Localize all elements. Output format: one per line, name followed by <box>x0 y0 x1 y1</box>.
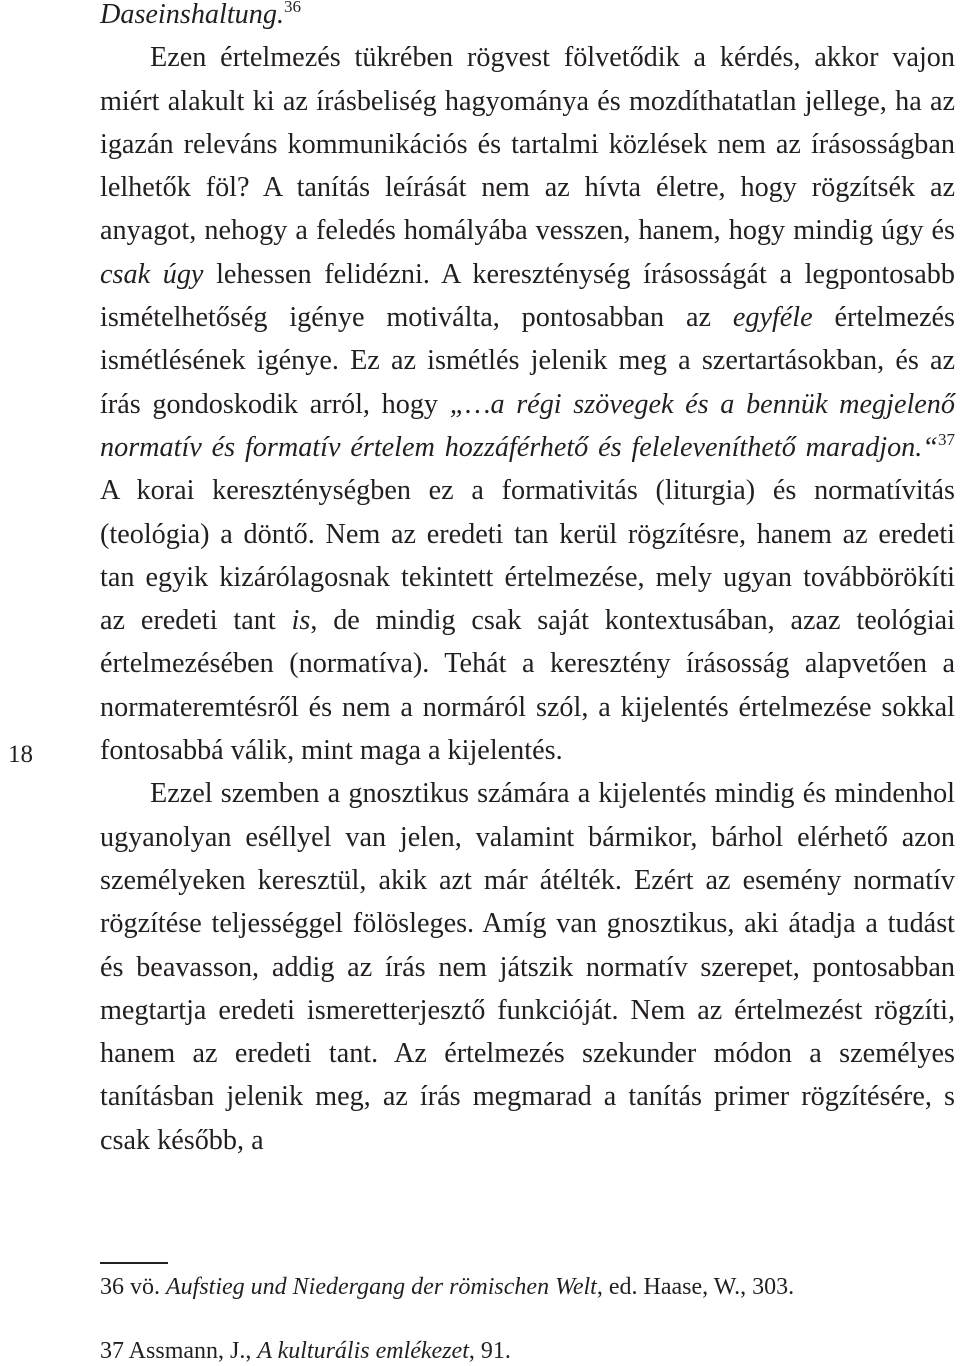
paragraph-3 <box>100 772 955 1162</box>
paragraph-2-text-3: értelmezés ismétlésének igénye. Ez az ismétlés jelenik meg a szertartásokban, és az írás gondoskodik arról, hogy <box>100 302 955 420</box>
footnote-36 <box>100 1273 794 1301</box>
paragraph-1-text: Daseinshaltung. <box>100 0 285 30</box>
footnote-ref-37: 37 <box>938 429 955 449</box>
paragraph-2-text-2: lehessen felidézni. A kereszténység írásosságát a legpontosabb ismételhetőség igénye motiválta, pontosabban az <box>100 258 955 334</box>
footnote-36-title: Aufstieg und Niedergang der römischen Welt <box>166 1274 597 1300</box>
paragraph-2-text-4: A korai kereszténységben ez a formativitás (liturgia) és normatívitás (teológia) a döntő. Nem az eredeti tan kerül rögzítésre, hanem az eredeti tan egyik kizárólagosnak tekintett értelmezése, mely ugyan továbbörökíti az eredeti tant <box>100 475 955 637</box>
paragraph-2-text-5: , de mindig csak saját kontextusában, azaz teológiai értelmezésében (normatíva). Tehát a keresztény írásosság alapvetően a normateremtésről és nem a normáról szól, a kijelentés értelmezése sokkal fontosabbá válik, mint maga a kijelentés. <box>100 605 955 767</box>
footnote-divider <box>100 1262 168 1264</box>
paragraph-2-emphasis-3: is <box>291 605 311 637</box>
footnote-36-suffix: , ed. Haase, W., 303. <box>596 1274 795 1300</box>
footnote-37-prefix: 37 Assmann, J., <box>100 1338 258 1364</box>
footnote-37-suffix: , 91. <box>468 1338 511 1364</box>
footnote-36-prefix: 36 vö. <box>100 1274 166 1300</box>
paragraph-2-emphasis-1: csak úgy <box>100 258 204 290</box>
page-number: 18 <box>8 741 33 768</box>
paragraph-2-quote: „…a régi szövegek és a bennük megjelenő normatív és formatív értelem hozzáférhető és feleleveníthető maradjon.“ <box>100 388 955 463</box>
footnote-37-title: A kulturális emlékezet <box>257 1338 469 1364</box>
paragraph-2-text-1: Ezen értelmezés tükrében rögvest fölvetődik a kérdés, akkor vajon miért alakult ki az írásbeliség hagyománya és mozdíthatatlan jellege, ha az igazán releváns kommunikációs és tartalmi közlések nem az írásosságban lelhetők föl? A tanítás leírását nem az hívta életre, hogy rögzítsék az anyagot, nehogy a feledés homályába vesszen, hanem, hogy mindig úgy és <box>100 42 955 247</box>
footnote-37 <box>100 1337 511 1365</box>
paragraph-3-text: Ezzel szemben a gnosztikus számára a kijelentés mindig és mindenhol ugyanolyan eséllyel van jelen, valamint bármikor, bárhol elérhető azon személyeken keresztül, akik azt már átélték. Ezért az esemény normatív rögzítése teljességgel fölösleges. Amíg van gnosztikus, aki átadja a tudást és beavasson, addig az írás nem játszik normatív szerepet, pontosabban megtartja eredeti ismeretterjesztő funkcióját. Nem az értelmezést rögzíti, hanem az eredeti tant. Az értelmezés szekunder módon a személyes tanításban jelenik meg, az írás megmarad a tanítás primer rögzítésére, s csak később, a <box>100 778 955 1156</box>
paragraph-1 <box>100 0 955 36</box>
body-text <box>100 0 955 1162</box>
paragraph-2-emphasis-2: egyféle <box>732 302 813 334</box>
paragraph-2 <box>100 36 955 772</box>
footnote-ref-36: 36 <box>284 0 302 16</box>
